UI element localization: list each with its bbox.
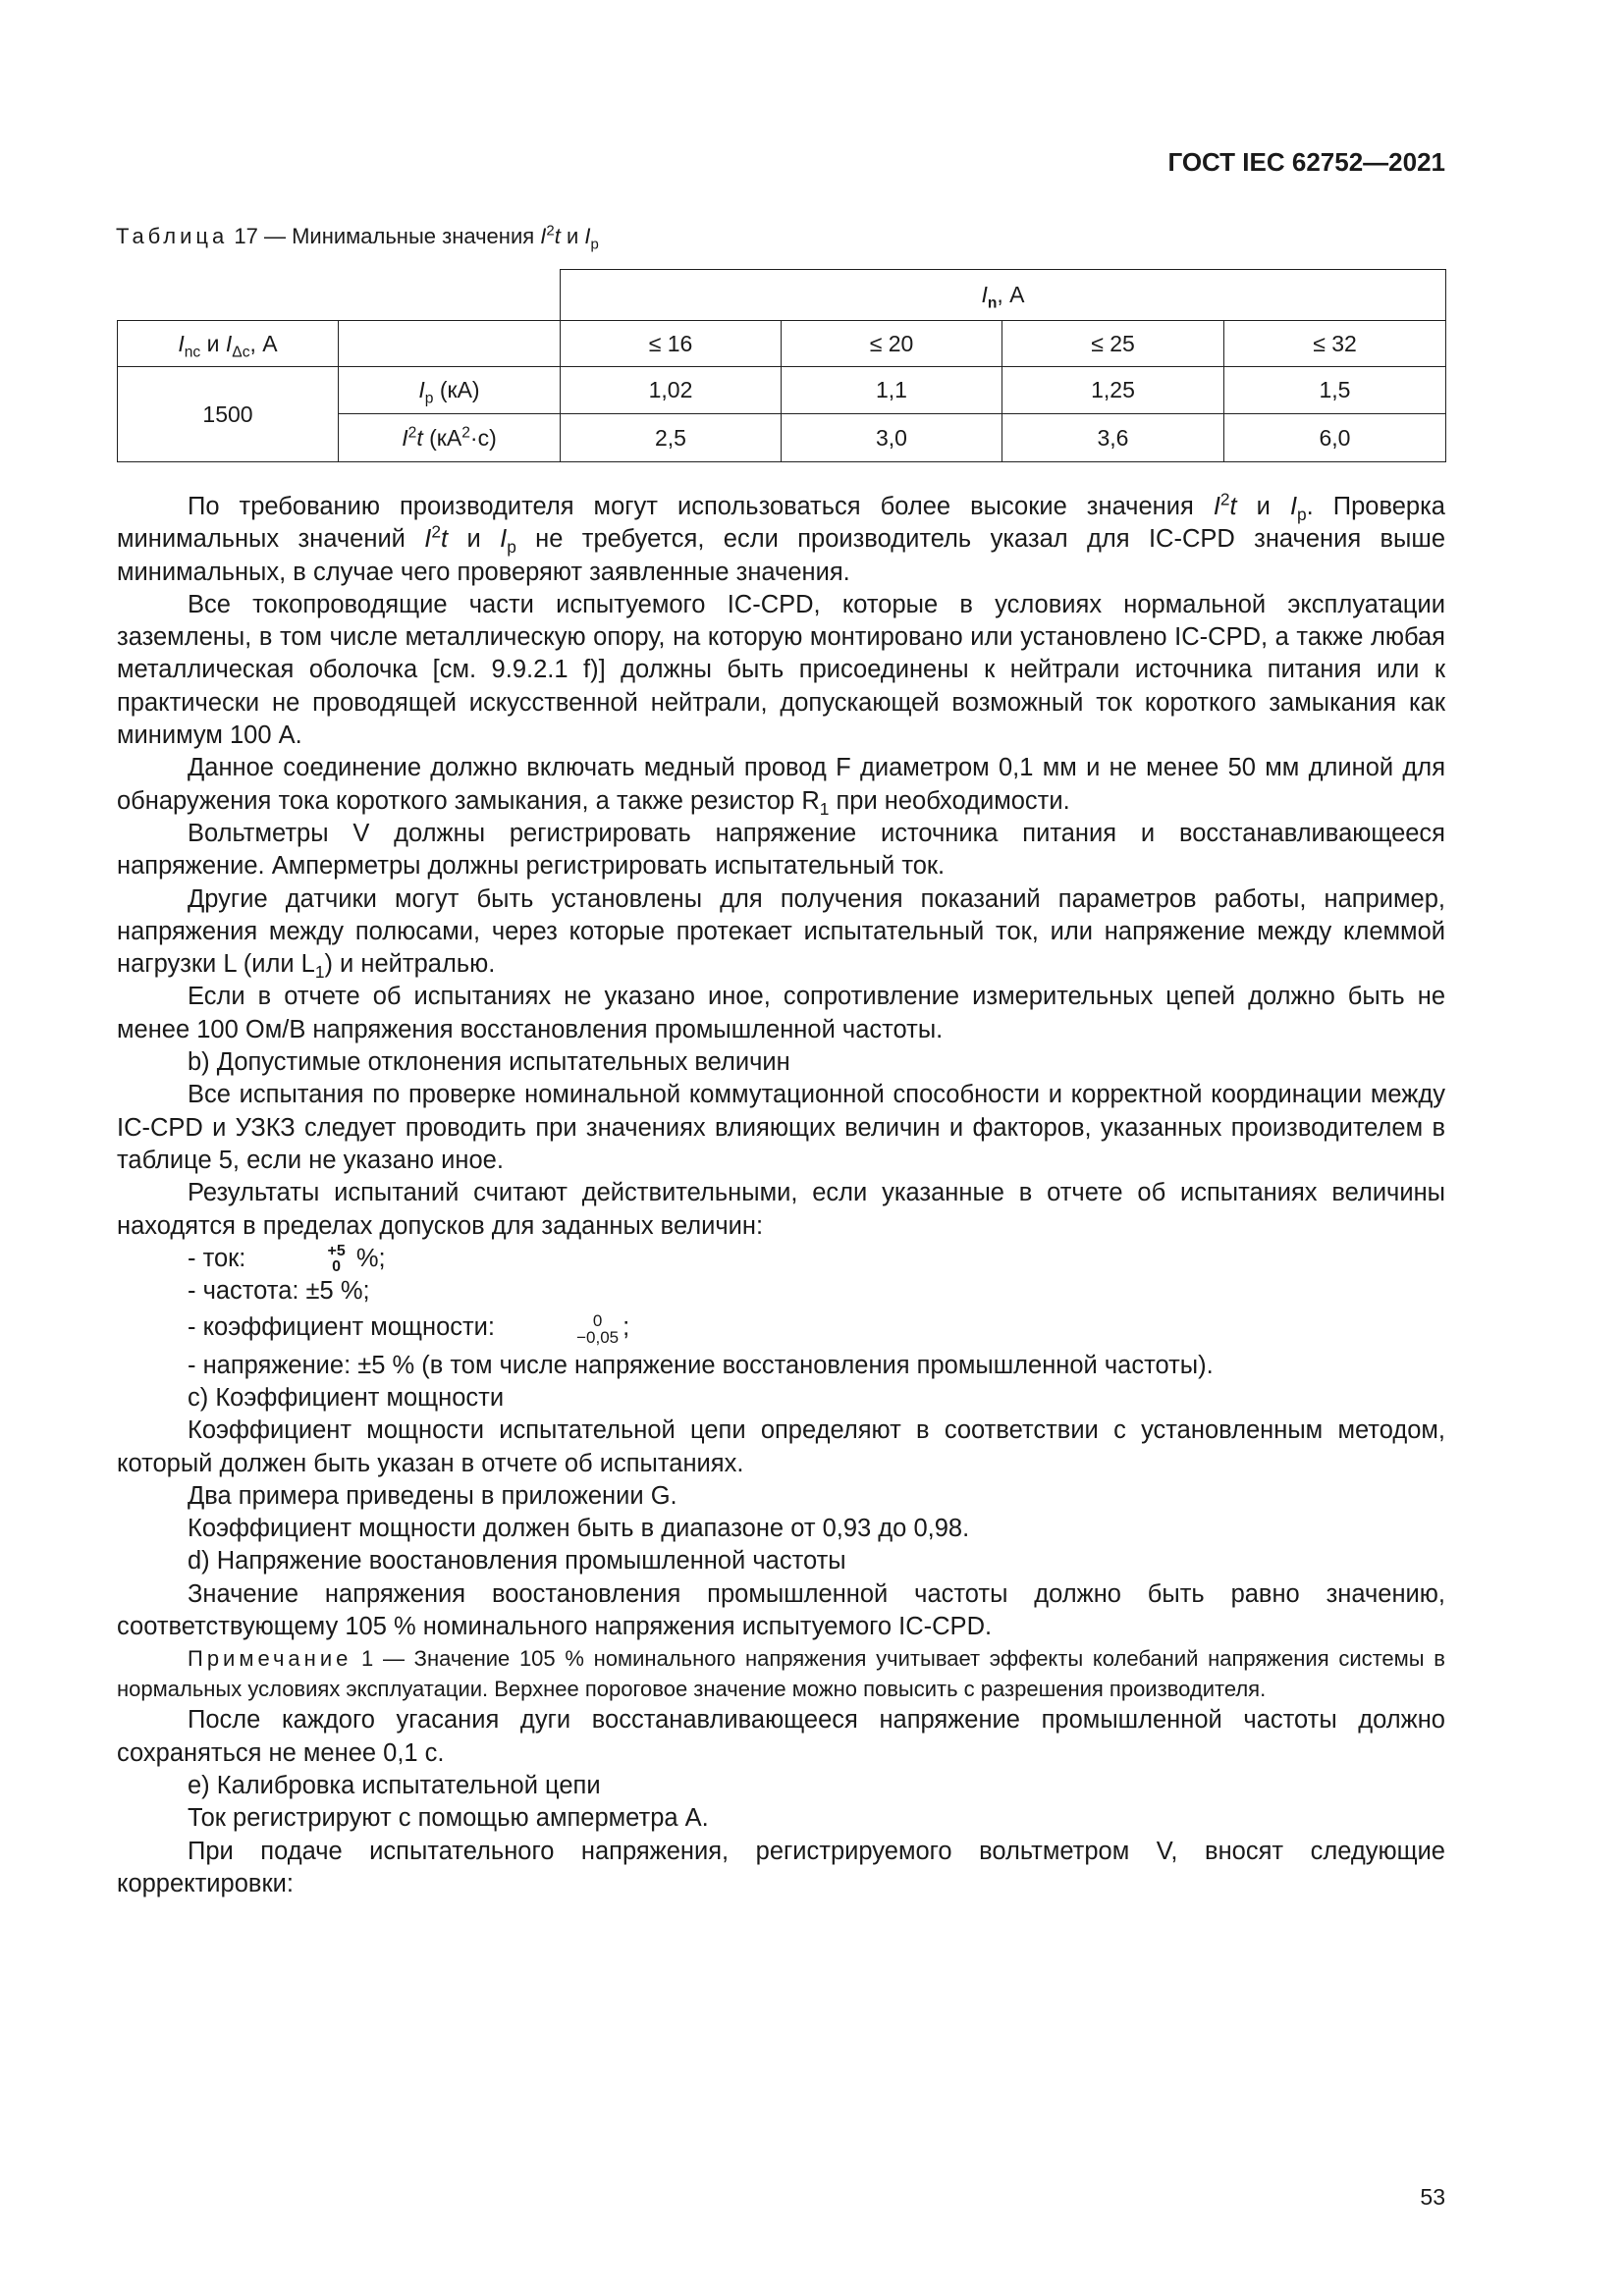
list-item: - коэффициент мощности: 0 −0,05 ; (188, 1310, 630, 1347)
section-heading: d) Напряжение воостановления промышленной частоты (188, 1547, 846, 1575)
paragraph: Коэффициент мощности испытательной цепи определяют в соответствии с установленным методом, который должен быть указан в отчете об испытаниях. (117, 1416, 1445, 1477)
paragraph: Данное соединение должно включать медный провод F диаметром 0,1 мм и не менее 50 мм длиной для обнаружения тока короткого замыкания, а также резистор $R_1$ при необходимости. (117, 754, 1445, 819)
column-header: ≤ 32 (1224, 321, 1446, 367)
section-heading: c) Коэффициент мощности (188, 1383, 505, 1412)
document-header: ГОСТ IEC 62752—2021 (1167, 147, 1445, 177)
ip-value-cell: 1,25 (1002, 367, 1224, 414)
paragraph: Два примера приведены в приложении G. (188, 1481, 677, 1510)
column-header: ≤ 16 (561, 321, 782, 367)
tolerance-stack: 0 −0,05 (576, 1310, 620, 1347)
ip-value-cell: 1,5 (1224, 367, 1446, 414)
table-corner-blank (118, 270, 561, 321)
min-values-table (117, 269, 1446, 462)
tolerance-stack: +5 0 (327, 1243, 346, 1276)
note: Примечание 1 — Значение 105 % номинального напряжения учитывает эффекты колебаний напряжения системы в нормальных условиях эксплуатации. Верхнее пороговое значение можно повысить с разрешения производителя. (117, 1646, 1445, 1702)
table-caption: Таблица 17 — Минимальные значения $I^2t$ и $I_p$ (116, 222, 599, 253)
paragraph: Значение напряжения воостановления промышленной частоты должно быть равно значению, соответствующему 105 % номинального напряжения испытуемого IC-CPD. (117, 1579, 1445, 1641)
paragraph: Коэффициент мощности должен быть в диапазоне от 0,93 до 0,98. (188, 1515, 970, 1543)
paragraph: Вольтметры V должны регистрировать напряжение источника питания и восстанавливающееся напряжение. Амперметры должны регистрировать испытательный ток. (117, 819, 1445, 881)
ip-value-cell: 1,1 (782, 367, 1002, 414)
paragraph: Другие датчики могут быть установлены для получения показаний параметров работы, например, напряжения между полюсами, через которые протекает испытательный ток, или напряжение между клеммой нагрузки L (или $L_1$) и нейтралью. (117, 884, 1445, 983)
body-text (117, 491, 1445, 1900)
ip-value-cell: 1,02 (561, 367, 782, 414)
note-label: Примечание (188, 1646, 352, 1672)
list-item: - ток: +5 0 %; (188, 1243, 386, 1276)
page-number: 53 (1420, 2184, 1445, 2210)
i2t-value-cell: 3,6 (1002, 414, 1224, 462)
fault-current-header: $I_{nc}$ и $I_{\Delta c}$, А (118, 321, 339, 367)
fault-current-value: 1500 (118, 367, 339, 462)
list-item: - напряжение: ±5 % (в том числе напряжение восстановления промышленной частоты). (188, 1351, 1214, 1379)
list-item: - частота: ±5 %; (188, 1277, 370, 1306)
section-heading: b) Допустимые отклонения испытательных величин (188, 1048, 790, 1077)
table-caption-label: Таблица (116, 224, 229, 248)
param-ip-label: $I_p$ (кА) (339, 367, 561, 414)
column-header: ≤ 25 (1002, 321, 1224, 367)
table-caption-title: 17 — Минимальные значения (234, 224, 535, 248)
rated-current-header: $I_n$, А (561, 270, 1446, 321)
paragraph: После каждого угасания дуги восстанавливающееся напряжение промышленной частоты должно сохраняться не менее 0,1 с. (117, 1706, 1445, 1767)
paragraph: Все испытания по проверке номинальной коммутационной способности и корректной координации между IC-CPD и УЗКЗ следует проводить при значениях влияющих величин и факторов, указанных производителем в таблице 5, если не указано иное. (117, 1081, 1445, 1174)
paragraph: По требованию производителя могут использоваться более высокие значения $I^2t$ и $I_p$. Проверка минимальных значений $I^2t$ и $I_p$ не требуется, если производитель указал для IC-CPD значения выше минимальных, в случае чего проверяют заявленные значения. (117, 489, 1446, 586)
param-i2t-label: $I^2t$ $(кА^2\cdot с)$ (339, 414, 561, 462)
paragraph: Результаты испытаний считают действительными, если указанные в отчете об испытаниях величины находятся в пределах допусков для заданных величин: (117, 1179, 1445, 1240)
i2t-value-cell: 2,5 (561, 414, 782, 462)
paragraph: Все токопроводящие части испытуемого IC-CPD, которые в условиях нормальной эксплуатации заземлены, в том числе металлическую опору, на которую монтировано или установлено IC-CPD, а также любая металлическая оболочка [см. 9.9.2.1 f)] должны быть присоединены к нейтрали источника питания или к практически не проводящей искусственной нейтрали, допускающей возможный ток короткого замыкания как минимум 100 А. (117, 590, 1445, 750)
param-header-blank (339, 321, 561, 367)
paragraph: При подаче испытательного напряжения, регистрируемого вольтметром V, вносят следующие корректировки: (117, 1837, 1445, 1897)
i2t-value-cell: 6,0 (1224, 414, 1446, 462)
paragraph: Если в отчете об испытаниях не указано иное, сопротивление измерительных цепей должно быть не менее 100 Ом/В напряжения восстановления промышленной частоты. (117, 983, 1445, 1043)
i2t-value-cell: 3,0 (782, 414, 1002, 462)
column-header: ≤ 20 (782, 321, 1002, 367)
section-heading: e) Калибровка испытательной цепи (188, 1771, 601, 1799)
paragraph: Ток регистрируют с помощью амперметра A. (188, 1804, 709, 1833)
